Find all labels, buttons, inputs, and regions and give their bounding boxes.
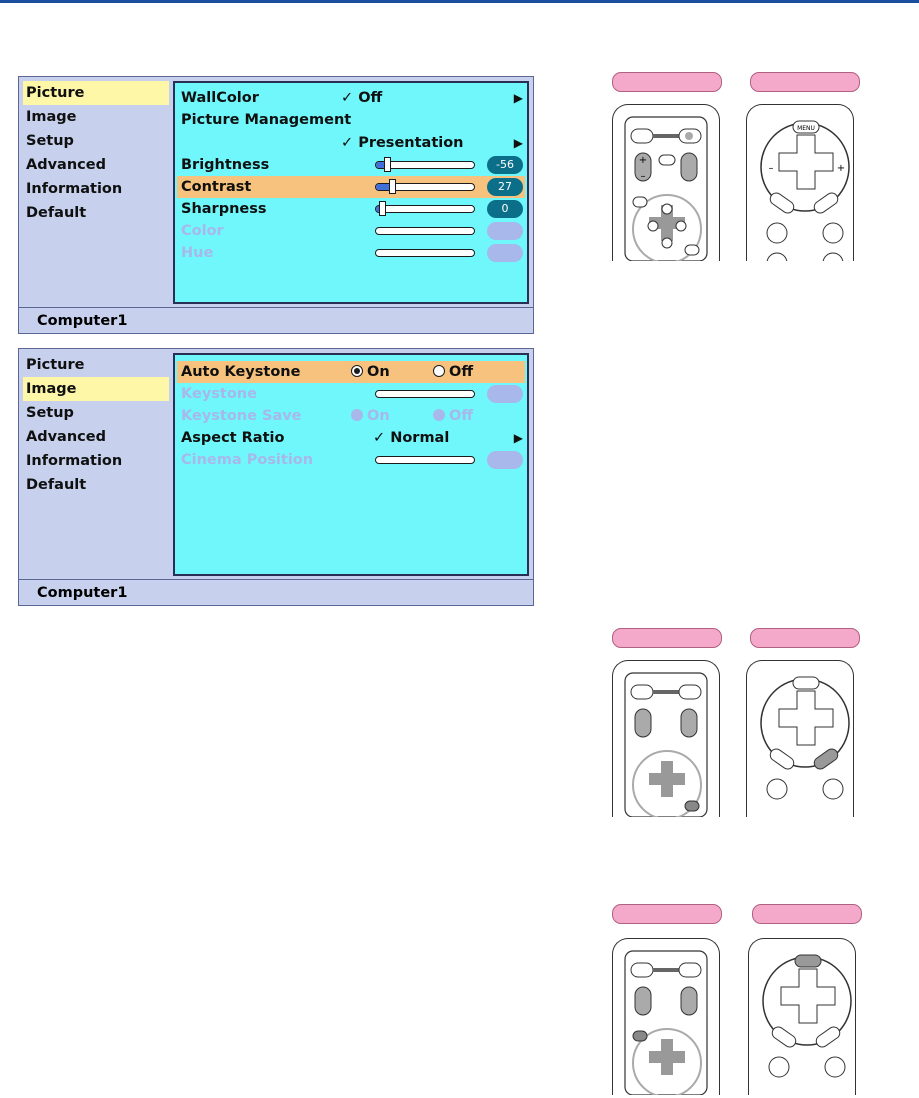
svg-text:+: + — [836, 163, 846, 174]
brightness-slider[interactable] — [375, 161, 475, 169]
brightness-row[interactable] — [177, 154, 525, 176]
sharpness-label: Sharpness — [181, 201, 267, 217]
remote-label-pill — [752, 904, 862, 924]
remote-label-pill — [612, 72, 722, 92]
cinema-position-label: Cinema Position — [181, 452, 314, 468]
keystone-save-off-option — [433, 405, 473, 427]
hue-value-badge — [487, 244, 523, 262]
color-row — [177, 220, 525, 242]
sidebar-item-information[interactable]: Information — [26, 453, 123, 469]
sidebar-item-information[interactable]: Information — [26, 181, 123, 197]
sidebar-item-image[interactable]: Image — [23, 377, 169, 401]
keystone-value-badge — [487, 385, 523, 403]
remote-label-pill — [750, 72, 860, 92]
small-remote-illustration — [612, 104, 720, 261]
picture-management-label: Picture Management — [181, 112, 352, 128]
wallcolor-label: WallColor — [181, 90, 259, 106]
contrast-label: Contrast — [181, 179, 252, 195]
contrast-row[interactable] — [177, 176, 525, 198]
sidebar-item-picture[interactable]: Picture — [23, 81, 169, 105]
auto-keystone-row[interactable] — [177, 361, 525, 383]
osd-menu-image — [18, 348, 534, 606]
cinema-position-slider — [375, 456, 475, 464]
remote-label-pill — [612, 628, 722, 648]
keystone-slider — [375, 390, 475, 398]
sidebar-item-default[interactable]: Default — [26, 477, 87, 493]
sharpness-row[interactable] — [177, 198, 525, 220]
large-remote-illustration — [748, 938, 856, 1095]
picture-management-row[interactable] — [177, 109, 525, 131]
aspect-ratio-value: ✓ Normal — [373, 430, 450, 446]
auto-keystone-label: Auto Keystone — [181, 364, 301, 380]
color-value-badge — [487, 222, 523, 240]
contrast-slider[interactable] — [375, 183, 475, 191]
cinema-position-value-badge — [487, 451, 523, 469]
large-remote-illustration — [746, 104, 854, 261]
source-status-bar: Computer1 — [19, 307, 533, 333]
on-label: On — [367, 408, 390, 424]
sidebar-item-advanced[interactable]: Advanced — [26, 157, 106, 173]
sidebar-item-image[interactable]: Image — [26, 109, 77, 125]
picture-management-value: ✓ Presentation — [341, 135, 464, 151]
wallcolor-value: ✓ Off — [341, 90, 383, 106]
svg-text:–: – — [768, 163, 774, 174]
aspect-ratio-label: Aspect Ratio — [181, 430, 285, 446]
remote-label-pill — [612, 904, 722, 924]
sidebar-item-advanced[interactable]: Advanced — [26, 429, 106, 445]
keystone-save-row — [177, 405, 525, 427]
keystone-save-label: Keystone Save — [181, 408, 302, 424]
color-label: Color — [181, 223, 224, 239]
keystone-save-on-option — [351, 405, 390, 427]
submenu-arrow-icon[interactable]: ▶ — [513, 91, 523, 105]
aspect-ratio-row[interactable] — [177, 427, 525, 449]
color-slider — [375, 227, 475, 235]
osd-menu-picture — [18, 76, 534, 334]
sidebar-item-picture[interactable]: Picture — [26, 357, 85, 373]
auto-keystone-on-option[interactable] — [351, 361, 390, 383]
svg-text:+: + — [638, 155, 648, 166]
top-rule — [0, 0, 919, 3]
sidebar-item-default[interactable]: Default — [26, 205, 87, 221]
off-label: Off — [449, 408, 474, 424]
cinema-position-row — [177, 449, 525, 471]
off-label: Off — [449, 364, 474, 380]
source-status-bar: Computer1 — [19, 579, 533, 605]
sidebar-item-setup[interactable]: Setup — [26, 405, 74, 421]
sharpness-value-badge: 0 — [487, 200, 523, 218]
keystone-row — [177, 383, 525, 405]
picture-management-value-row[interactable] — [177, 132, 525, 154]
hue-row — [177, 242, 525, 264]
radio-disabled-icon — [351, 409, 363, 421]
contrast-value-badge: 27 — [487, 178, 523, 196]
sidebar-item-setup[interactable]: Setup — [26, 133, 74, 149]
radio-unselected-icon — [433, 365, 445, 377]
radio-disabled-icon — [433, 409, 445, 421]
sharpness-slider[interactable] — [375, 205, 475, 213]
hue-label: Hue — [181, 245, 214, 261]
svg-text:MENU: MENU — [797, 125, 815, 132]
menu-sidebar — [23, 81, 169, 225]
small-remote-illustration — [612, 660, 720, 817]
keystone-label: Keystone — [181, 386, 257, 402]
on-label: On — [367, 364, 390, 380]
svg-text:–: – — [640, 171, 646, 182]
radio-selected-icon — [351, 365, 363, 377]
brightness-value-badge: -56 — [487, 156, 523, 174]
submenu-arrow-icon[interactable]: ▶ — [513, 431, 523, 445]
menu-sidebar — [23, 353, 169, 497]
large-remote-illustration — [746, 660, 854, 817]
submenu-arrow-icon[interactable]: ▶ — [513, 136, 523, 150]
picture-settings-panel — [173, 81, 529, 304]
auto-keystone-off-option[interactable] — [433, 361, 473, 383]
hue-slider — [375, 249, 475, 257]
image-settings-panel — [173, 353, 529, 576]
brightness-label: Brightness — [181, 157, 270, 173]
wallcolor-row[interactable] — [177, 87, 525, 109]
small-remote-illustration — [612, 938, 720, 1095]
remote-label-pill — [750, 628, 860, 648]
